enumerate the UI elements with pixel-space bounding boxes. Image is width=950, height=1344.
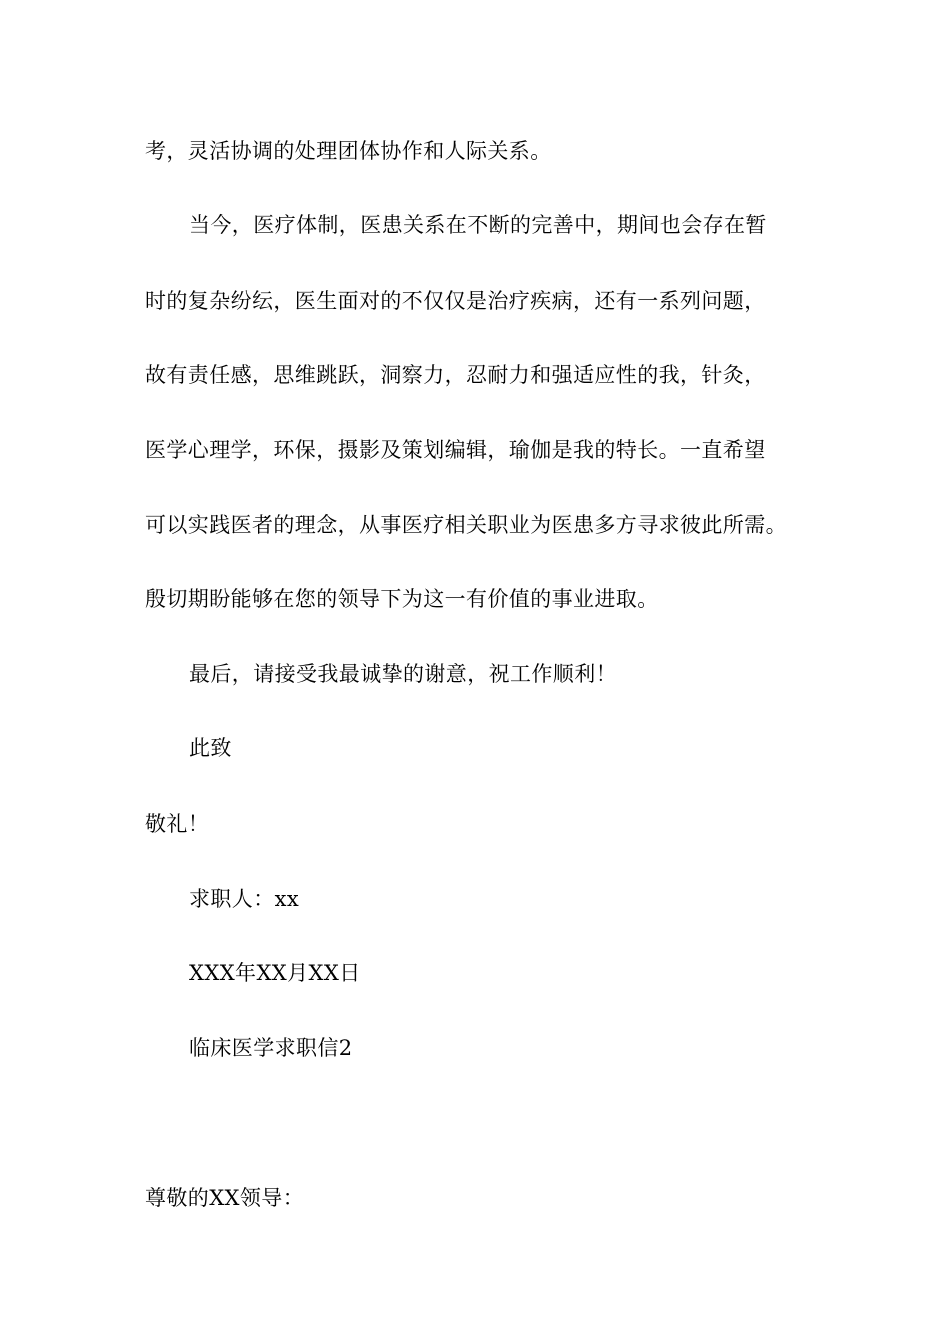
paragraph-line-1: 考，灵活协调的处理团体协作和人际关系。: [145, 139, 552, 163]
letter-greeting: 尊敬的XX领导：: [145, 1186, 305, 1210]
section-title: 临床医学求职信2: [189, 1036, 353, 1060]
closing-wishes: 最后，请接受我最诚挚的谢意，祝工作顺利！: [189, 662, 617, 686]
paragraph-line-4: 故有责任感，思维跳跃，洞察力，忍耐力和强适应性的我，针灸，: [145, 363, 766, 387]
letter-date: XXX年XX月XX日: [189, 961, 361, 985]
paragraph-line-2: 当今，医疗体制，医患关系在不断的完善中，期间也会存在暂: [189, 213, 767, 237]
paragraph-line-5: 医学心理学，环保，摄影及策划编辑，瑜伽是我的特长。一直希望: [145, 438, 766, 462]
salutation-cizhi: 此致: [189, 736, 232, 760]
salutation-jingli: 敬礼！: [145, 812, 210, 836]
paragraph-line-6: 可以实践医者的理念，从事医疗相关职业为医患多方寻求彼此所需。: [145, 513, 787, 537]
paragraph-line-7: 殷切期盼能够在您的领导下为这一有价值的事业进取。: [145, 587, 659, 611]
paragraph-line-3: 时的复杂纷纭，医生面对的不仅仅是治疗疾病，还有一系列问题，: [145, 289, 766, 313]
applicant-signature: 求职人：xx: [189, 887, 300, 911]
